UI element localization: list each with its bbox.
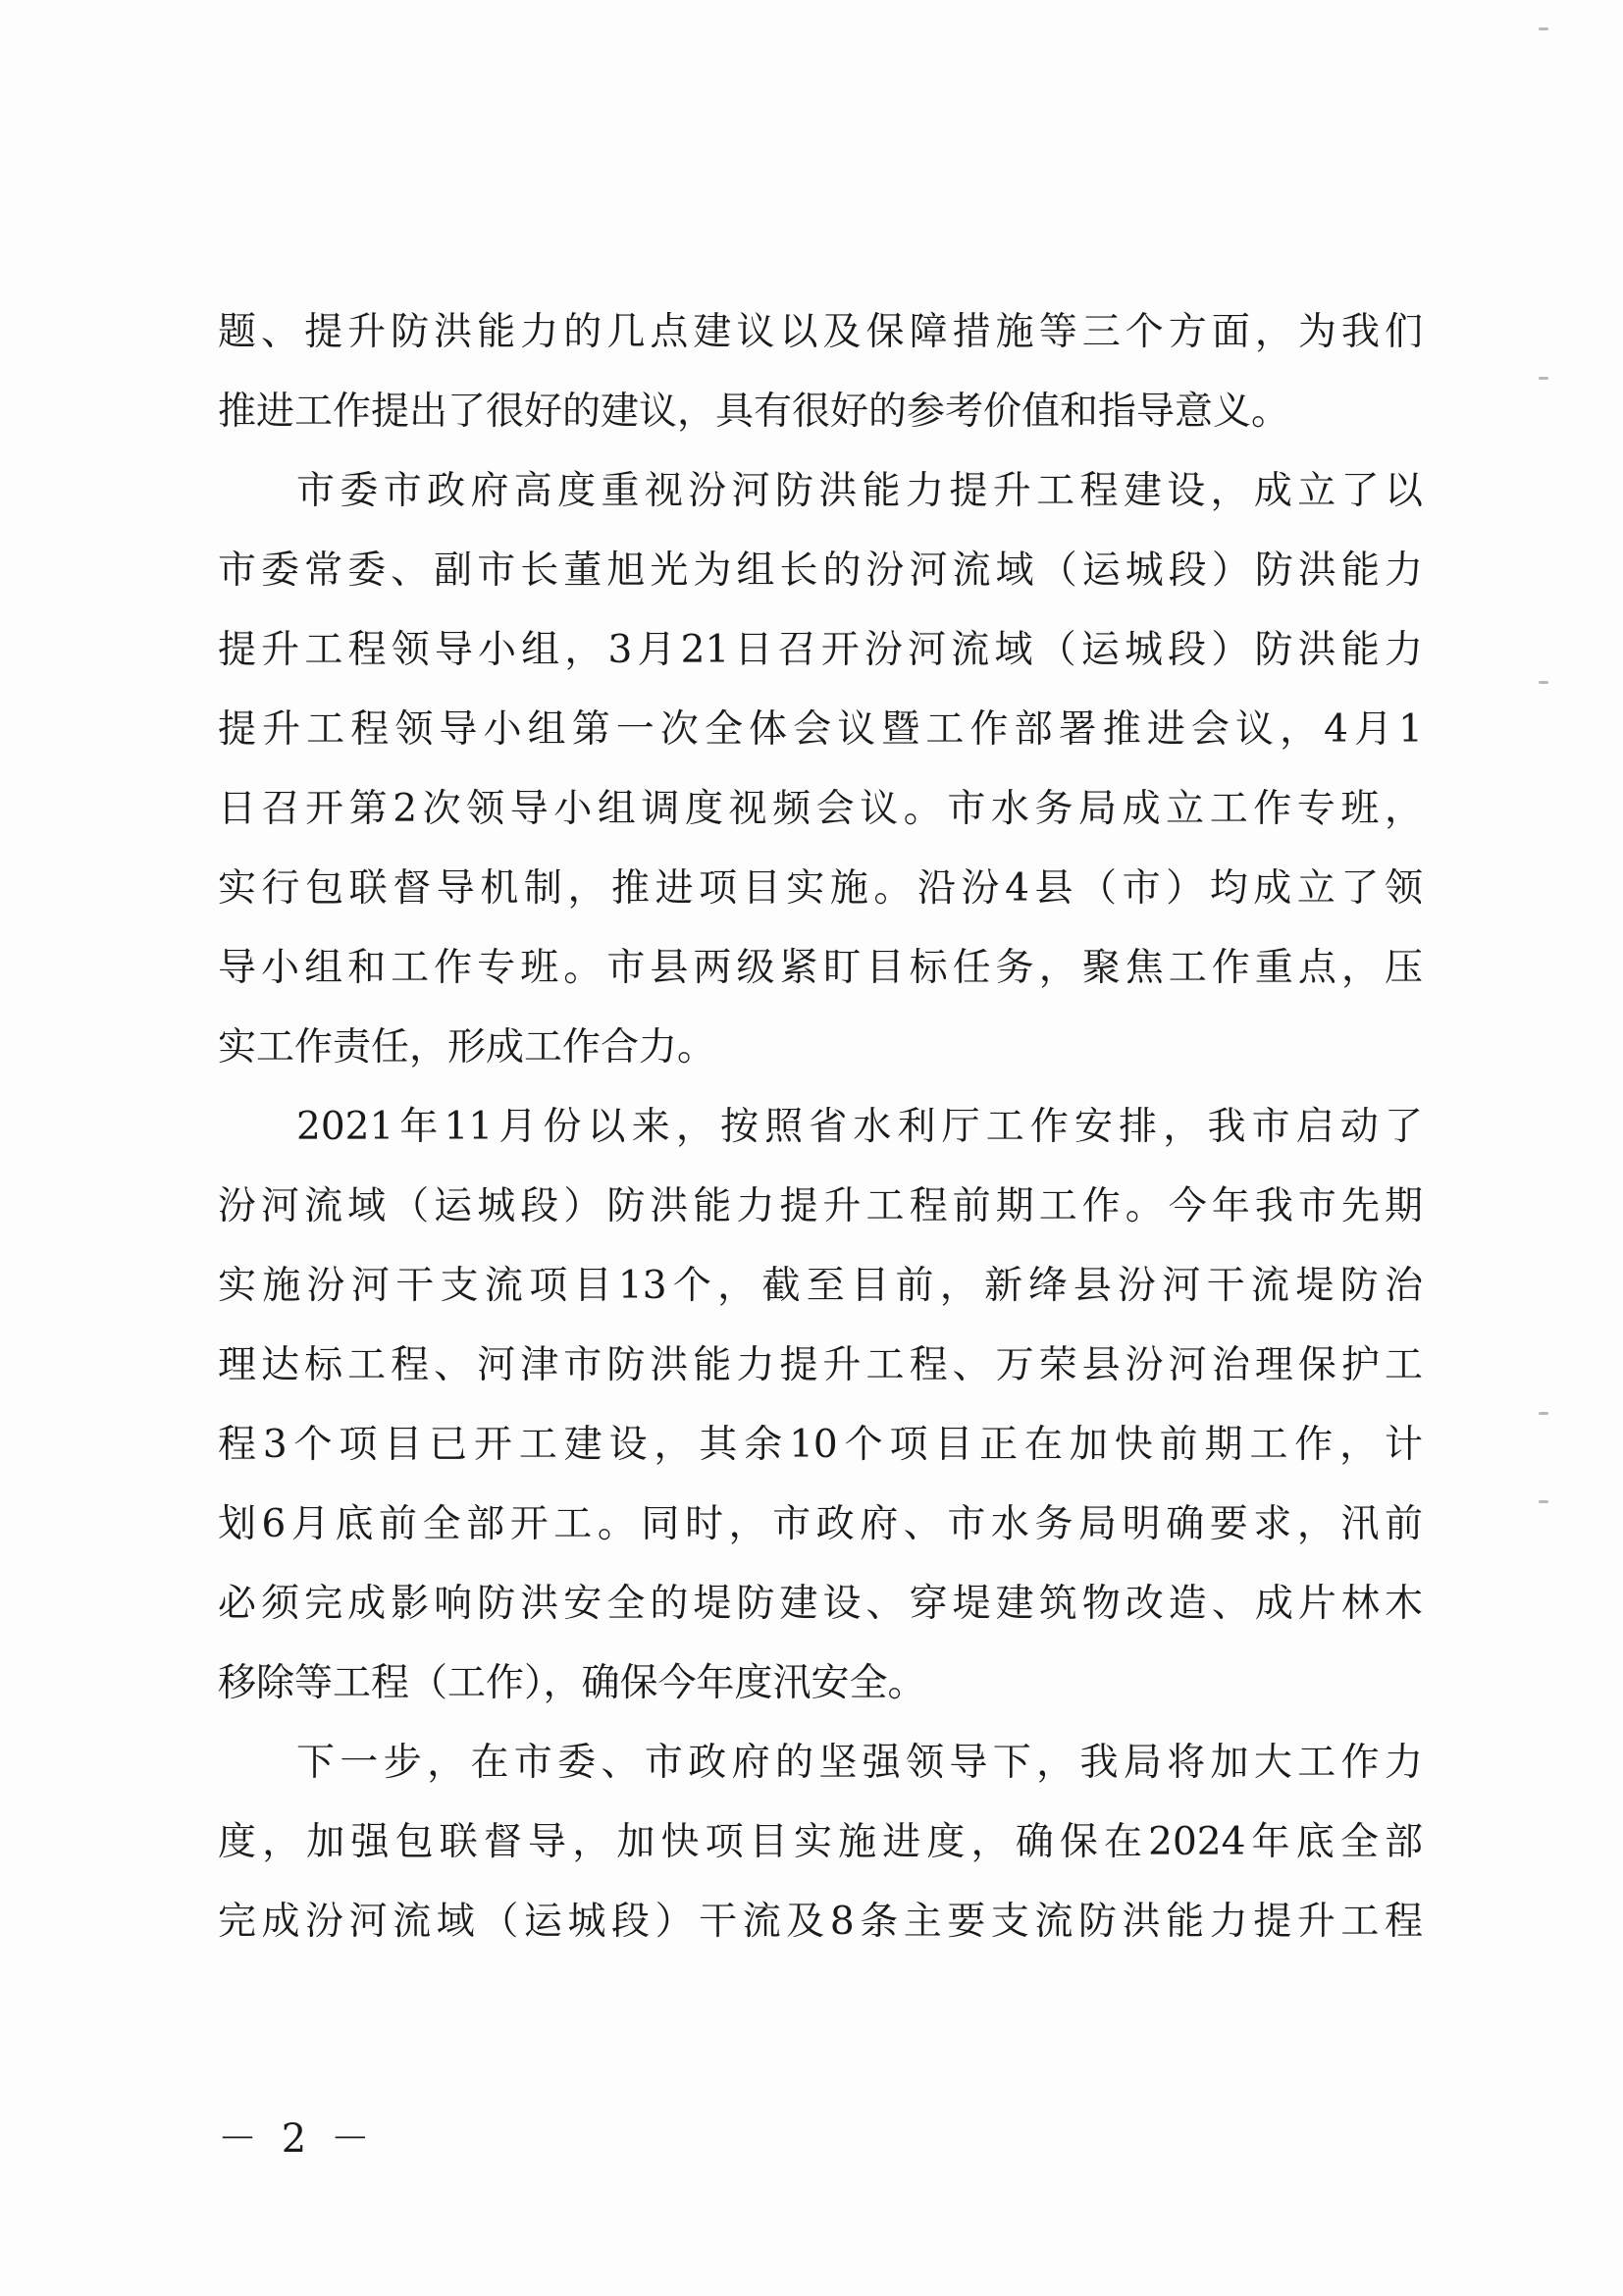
- text-line: 程3个项目已开工建设，其余10个项目正在加快前期工作，计: [218, 1423, 1423, 1467]
- text-line: 度，加强包联督导，加快项目实施进度，确保在2024年底全部: [218, 1820, 1423, 1864]
- paragraph-first-line: 2021年11月份以来，按照省水利厅工作安排，我市启动了: [296, 1105, 1423, 1149]
- scan-mark: [1539, 1412, 1548, 1415]
- text-line: 理达标工程、河津市防洪能力提升工程、万荣县汾河治理保护工: [218, 1343, 1423, 1387]
- scan-mark: [1539, 377, 1548, 380]
- text-line: 导小组和工作专班。市县两级紧盯目标任务，聚焦工作重点，压: [218, 946, 1423, 990]
- text-line: 题、提升防洪能力的几点建议以及保障措施等三个方面，为我们: [218, 310, 1423, 354]
- text-line: 汾河流域（运城段）防洪能力提升工程前期工作。今年我市先期: [218, 1184, 1423, 1228]
- text-line: 实施汾河干支流项目13个，截至目前，新绛县汾河干流堤防治: [218, 1264, 1423, 1308]
- text-line: 提升工程领导小组第一次全体会议暨工作部署推进会议，4月1: [218, 707, 1423, 752]
- text-line: 推进工作提出了很好的建议，具有很好的参考价值和指导意义。: [218, 390, 1290, 434]
- text-line: 实工作责任，形成工作合力。: [218, 1025, 716, 1070]
- scan-mark: [1539, 1500, 1548, 1503]
- text-line: 实行包联督导机制，推进项目实施。沿汾4县（市）均成立了领: [218, 866, 1423, 911]
- document-body: [218, 292, 1423, 1961]
- text-line: 日召开第2次领导小组调度视频会议。市水务局成立工作专班，: [218, 787, 1423, 831]
- paragraph-first-line: 下一步，在市委、市政府的坚强领导下，我局将加大工作力: [296, 1741, 1423, 1785]
- paragraph-first-line: 市委市政府高度重视汾河防洪能力提升工程建设，成立了以: [296, 469, 1423, 513]
- scan-mark: [1539, 27, 1548, 30]
- text-line: 完成汾河流域（运城段）干流及8条主要支流防洪能力提升工程: [218, 1900, 1423, 1944]
- text-line: 市委常委、副市长董旭光为组长的汾河流域（运城段）防洪能力: [218, 548, 1423, 593]
- page-number: － 2 －: [218, 2116, 376, 2162]
- text-line: 划6月底前全部开工。同时，市政府、市水务局明确要求，汛前: [218, 1502, 1423, 1546]
- text-line: 提升工程领导小组，3月21日召开汾河流域（运城段）防洪能力: [218, 628, 1423, 672]
- text-line: 移除等工程（工作），确保今年度汛安全。: [218, 1661, 926, 1705]
- text-line: 必须完成影响防洪安全的堤防建设、穿堤建筑物改造、成片林木: [218, 1582, 1423, 1626]
- scan-mark: [1539, 681, 1548, 684]
